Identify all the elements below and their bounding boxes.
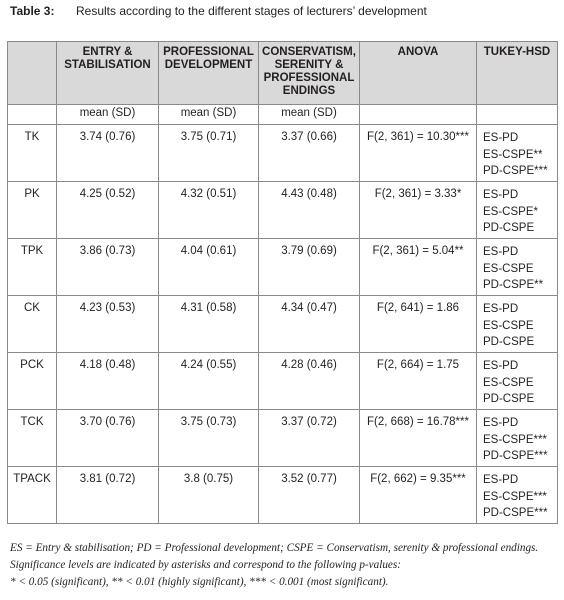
row-label: TK — [8, 125, 57, 182]
tukey-comparison: ES-PD — [483, 132, 519, 144]
tukey-comparison: ES-CSPE — [483, 262, 534, 275]
cell-anova: F(2, 664) = 1.75 — [360, 353, 477, 410]
footnote-p-values: * < 0.05 (significant), ** < 0.01 (highly significant), *** < 0.001 (most significant). — [10, 576, 389, 588]
table-row — [8, 467, 558, 524]
header-conservatism-line-3: PROFESSIONAL — [263, 72, 355, 84]
cell-entry: 3.70 (0.76) — [57, 410, 159, 467]
cell-anova: F(2, 361) = 10.30*** — [360, 125, 477, 182]
table-row — [8, 296, 558, 353]
cell-entry: 3.74 (0.76) — [57, 125, 159, 182]
cell-professional: 3.75 (0.71) — [159, 125, 259, 182]
table-footnote — [10, 540, 558, 591]
tukey-comparison: ES-CSPE*** — [483, 490, 547, 503]
tukey-comparison: ES-CSPE — [483, 376, 534, 389]
table-row — [8, 125, 558, 182]
cell-professional: 4.04 (0.61) — [159, 239, 259, 296]
cell-entry: 4.23 (0.53) — [57, 296, 159, 353]
cell-professional: 4.31 (0.58) — [159, 296, 259, 353]
tukey-comparison: PD-CSPE — [483, 393, 535, 405]
tukey-comparison: ES-CSPE* — [483, 205, 538, 218]
subheader-empty — [8, 105, 57, 125]
row-label: TCK — [8, 410, 57, 467]
table-number: Table 3: — [10, 4, 55, 18]
tukey-comparison: PD-CSPE*** — [483, 450, 548, 462]
row-label: TPACK — [8, 467, 57, 524]
cell-professional: 4.24 (0.55) — [159, 353, 259, 410]
subheader-mean-sd: mean (SD) — [159, 105, 259, 125]
table-row — [8, 410, 558, 467]
footnote-abbreviations: ES = Entry & stabilisation; PD = Professional development; CSPE = Conservatism, serenity & professional endings. — [10, 542, 539, 554]
cell-professional: 3.8 (0.75) — [159, 467, 259, 524]
cell-entry: 4.25 (0.52) — [57, 182, 159, 239]
cell-conservatism: 3.37 (0.66) — [259, 125, 360, 182]
tukey-comparison: ES-PD — [483, 417, 519, 429]
cell-anova: F(2, 641) = 1.86 — [360, 296, 477, 353]
header-conservatism-line-2: SERENITY & — [274, 59, 344, 71]
cell-professional: 3.75 (0.73) — [159, 410, 259, 467]
row-label: CK — [8, 296, 57, 353]
cell-anova: F(2, 662) = 9.35*** — [360, 467, 477, 524]
header-empty — [8, 42, 57, 105]
row-label: PCK — [8, 353, 57, 410]
cell-conservatism: 4.34 (0.47) — [259, 296, 360, 353]
header-conservatism-line-4: ENDINGS — [282, 85, 336, 97]
header-professional-line-1: PROFESSIONAL — [163, 46, 254, 58]
cell-tukey — [477, 239, 558, 296]
cell-tukey — [477, 182, 558, 239]
cell-anova: F(2, 361) = 5.04** — [360, 239, 477, 296]
tukey-comparison: PD-CSPE** — [483, 279, 544, 291]
table-row — [8, 239, 558, 296]
cell-entry: 4.18 (0.48) — [57, 353, 159, 410]
cell-conservatism: 4.28 (0.46) — [259, 353, 360, 410]
cell-conservatism: 4.43 (0.48) — [259, 182, 360, 239]
header-professional-line-2: DEVELOPMENT — [164, 59, 253, 71]
tukey-comparison: ES-PD — [483, 189, 519, 201]
header-tukey-hsd: TUKEY-HSD — [477, 42, 558, 105]
subheader-mean-sd: mean (SD) — [57, 105, 159, 125]
tukey-comparison: PD-CSPE — [483, 222, 535, 234]
cell-tukey — [477, 296, 558, 353]
cell-entry: 3.81 (0.72) — [57, 467, 159, 524]
tukey-comparison: ES-CSPE*** — [483, 433, 547, 446]
header-entry-line-2: STABILISATION — [64, 59, 151, 71]
header-entry-stabilisation — [57, 42, 159, 105]
table-title: Results according to the different stages of lecturers’ development — [76, 4, 427, 18]
tukey-comparison: ES-CSPE — [483, 319, 534, 332]
tukey-comparison: ES-PD — [483, 474, 519, 486]
cell-professional: 4.32 (0.51) — [159, 182, 259, 239]
cell-tukey — [477, 125, 558, 182]
tukey-comparison: ES-CSPE** — [483, 148, 543, 161]
footnote-significance: Significance levels are indicated by asterisks and correspond to the following p-values: — [10, 559, 401, 571]
header-professional-development — [159, 42, 259, 105]
cell-conservatism: 3.52 (0.77) — [259, 467, 360, 524]
cell-anova: F(2, 361) = 3.33* — [360, 182, 477, 239]
tukey-comparison: PD-CSPE — [483, 336, 535, 348]
cell-entry: 3.86 (0.73) — [57, 239, 159, 296]
header-row — [8, 42, 558, 105]
table-caption — [10, 4, 427, 18]
subheader-empty — [360, 105, 477, 125]
subheader-empty — [477, 105, 558, 125]
cell-conservatism: 3.79 (0.69) — [259, 239, 360, 296]
tukey-comparison: ES-PD — [483, 303, 519, 315]
subheader-row — [8, 105, 558, 125]
row-label: PK — [8, 182, 57, 239]
results-table — [7, 41, 558, 524]
table-row — [8, 353, 558, 410]
tukey-comparison: ES-PD — [483, 246, 519, 258]
tukey-comparison: ES-PD — [483, 360, 519, 372]
cell-tukey — [477, 467, 558, 524]
cell-conservatism: 3.37 (0.72) — [259, 410, 360, 467]
cell-tukey — [477, 353, 558, 410]
subheader-mean-sd: mean (SD) — [259, 105, 360, 125]
header-entry-line-1: ENTRY & — [82, 46, 133, 58]
header-conservatism-line-1: CONSERVATISM, — [262, 46, 356, 58]
header-anova: ANOVA — [360, 42, 477, 105]
cell-tukey — [477, 410, 558, 467]
row-label: TPK — [8, 239, 57, 296]
table-row — [8, 182, 558, 239]
cell-anova: F(2, 668) = 16.78*** — [360, 410, 477, 467]
tukey-comparison: PD-CSPE*** — [483, 507, 548, 519]
tukey-comparison: PD-CSPE*** — [483, 165, 548, 177]
header-conservatism — [259, 42, 360, 105]
